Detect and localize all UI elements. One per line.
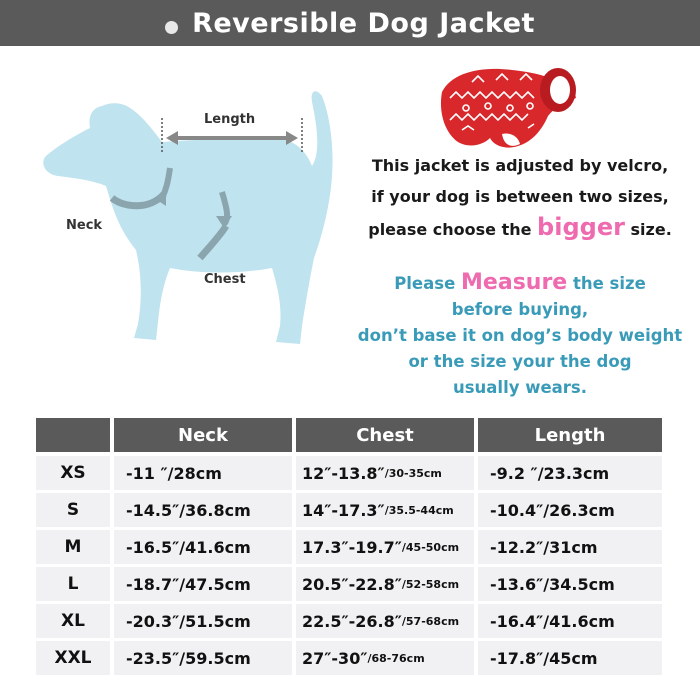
size-cell: XXL	[36, 641, 110, 675]
table-header-length: Length	[478, 418, 662, 452]
neck-cell: -18.7″/47.5cm	[114, 567, 292, 601]
chest-label: Chest	[204, 272, 246, 287]
neck-cell: -14.5″/36.8cm	[114, 493, 292, 527]
size-chart-table	[36, 418, 662, 676]
size-cell: XL	[36, 604, 110, 638]
chest-cell	[296, 493, 474, 527]
neck-cell: -23.5″/59.5cm	[114, 641, 292, 675]
length-cell: -10.4″/26.3cm	[478, 493, 662, 527]
bullet-dot-icon	[165, 21, 178, 34]
velcro-line-2: if your dog is between two sizes,	[371, 187, 669, 206]
velcro-line-3	[340, 212, 700, 245]
chest-cm: /30-35cm	[384, 466, 442, 480]
table-header-size	[36, 418, 110, 452]
title-banner	[0, 0, 700, 46]
velcro-info-text	[340, 150, 700, 245]
measure-line-1	[340, 270, 700, 297]
chest-cm: /68-76cm	[367, 651, 425, 665]
measure-line-3: don’t base it on dog’s body weight	[357, 326, 683, 345]
table-header-neck: Neck	[114, 418, 292, 452]
chest-cell	[296, 641, 474, 675]
neck-cell: -11 ″/28cm	[114, 456, 292, 490]
length-cell: -17.8″/45cm	[478, 641, 662, 675]
velcro-line-3-pre: please choose the	[368, 220, 532, 239]
measure-line-2: before buying,	[451, 300, 589, 319]
table-row	[36, 530, 662, 564]
length-cell: -13.6″/34.5cm	[478, 567, 662, 601]
chest-cell	[296, 530, 474, 564]
measure-line-1-post: the size	[572, 274, 646, 293]
chest-inches: 12″-13.8″	[302, 463, 385, 483]
neck-cell: -16.5″/41.6cm	[114, 530, 292, 564]
table-row	[36, 493, 662, 527]
velcro-line-1: This jacket is adjusted by velcro,	[371, 156, 669, 175]
measure-emphasis: Measure	[461, 270, 568, 295]
size-cell: M	[36, 530, 110, 564]
dog-measurement-diagram	[40, 86, 350, 356]
neck-cell: -20.3″/51.5cm	[114, 604, 292, 638]
measure-line-1-pre: Please	[394, 274, 456, 293]
size-cell: XS	[36, 456, 110, 490]
page-title: Reversible Dog Jacket	[192, 7, 535, 39]
chest-inches: 14″-17.3″	[302, 500, 385, 520]
chest-cell	[296, 604, 474, 638]
chest-inches: 20.5″-22.8″	[302, 574, 402, 594]
chest-inches: 27″-30″	[302, 648, 368, 668]
chest-cell	[296, 567, 474, 601]
bigger-emphasis: bigger	[537, 213, 625, 241]
chest-inches: 22.5″-26.8″	[302, 611, 402, 631]
length-label: Length	[204, 112, 256, 127]
table-row	[36, 567, 662, 601]
measure-line-4: or the size your the dog	[408, 352, 632, 371]
size-cell: S	[36, 493, 110, 527]
velcro-line-3-post: size.	[630, 220, 672, 239]
chest-cm: /35.5-44cm	[384, 503, 454, 517]
table-row	[36, 641, 662, 675]
chest-cm: /45-50cm	[401, 540, 460, 554]
table-row	[36, 604, 662, 638]
chest-cm: /57-68cm	[401, 614, 460, 628]
size-cell: L	[36, 567, 110, 601]
table-row	[36, 456, 662, 490]
measure-info-text	[340, 270, 700, 401]
length-cell: -9.2 ″/23.3cm	[478, 456, 662, 490]
jacket-product-image	[432, 58, 582, 156]
measure-line-5: usually wears.	[452, 378, 588, 397]
length-cell: -12.2″/31cm	[478, 530, 662, 564]
chest-inches: 17.3″-19.7″	[302, 537, 402, 557]
neck-label: Neck	[66, 218, 103, 233]
chest-cell	[296, 456, 474, 490]
chest-cm: /52-58cm	[401, 577, 460, 591]
length-cell: -16.4″/41.6cm	[478, 604, 662, 638]
table-header-chest: Chest	[296, 418, 474, 452]
